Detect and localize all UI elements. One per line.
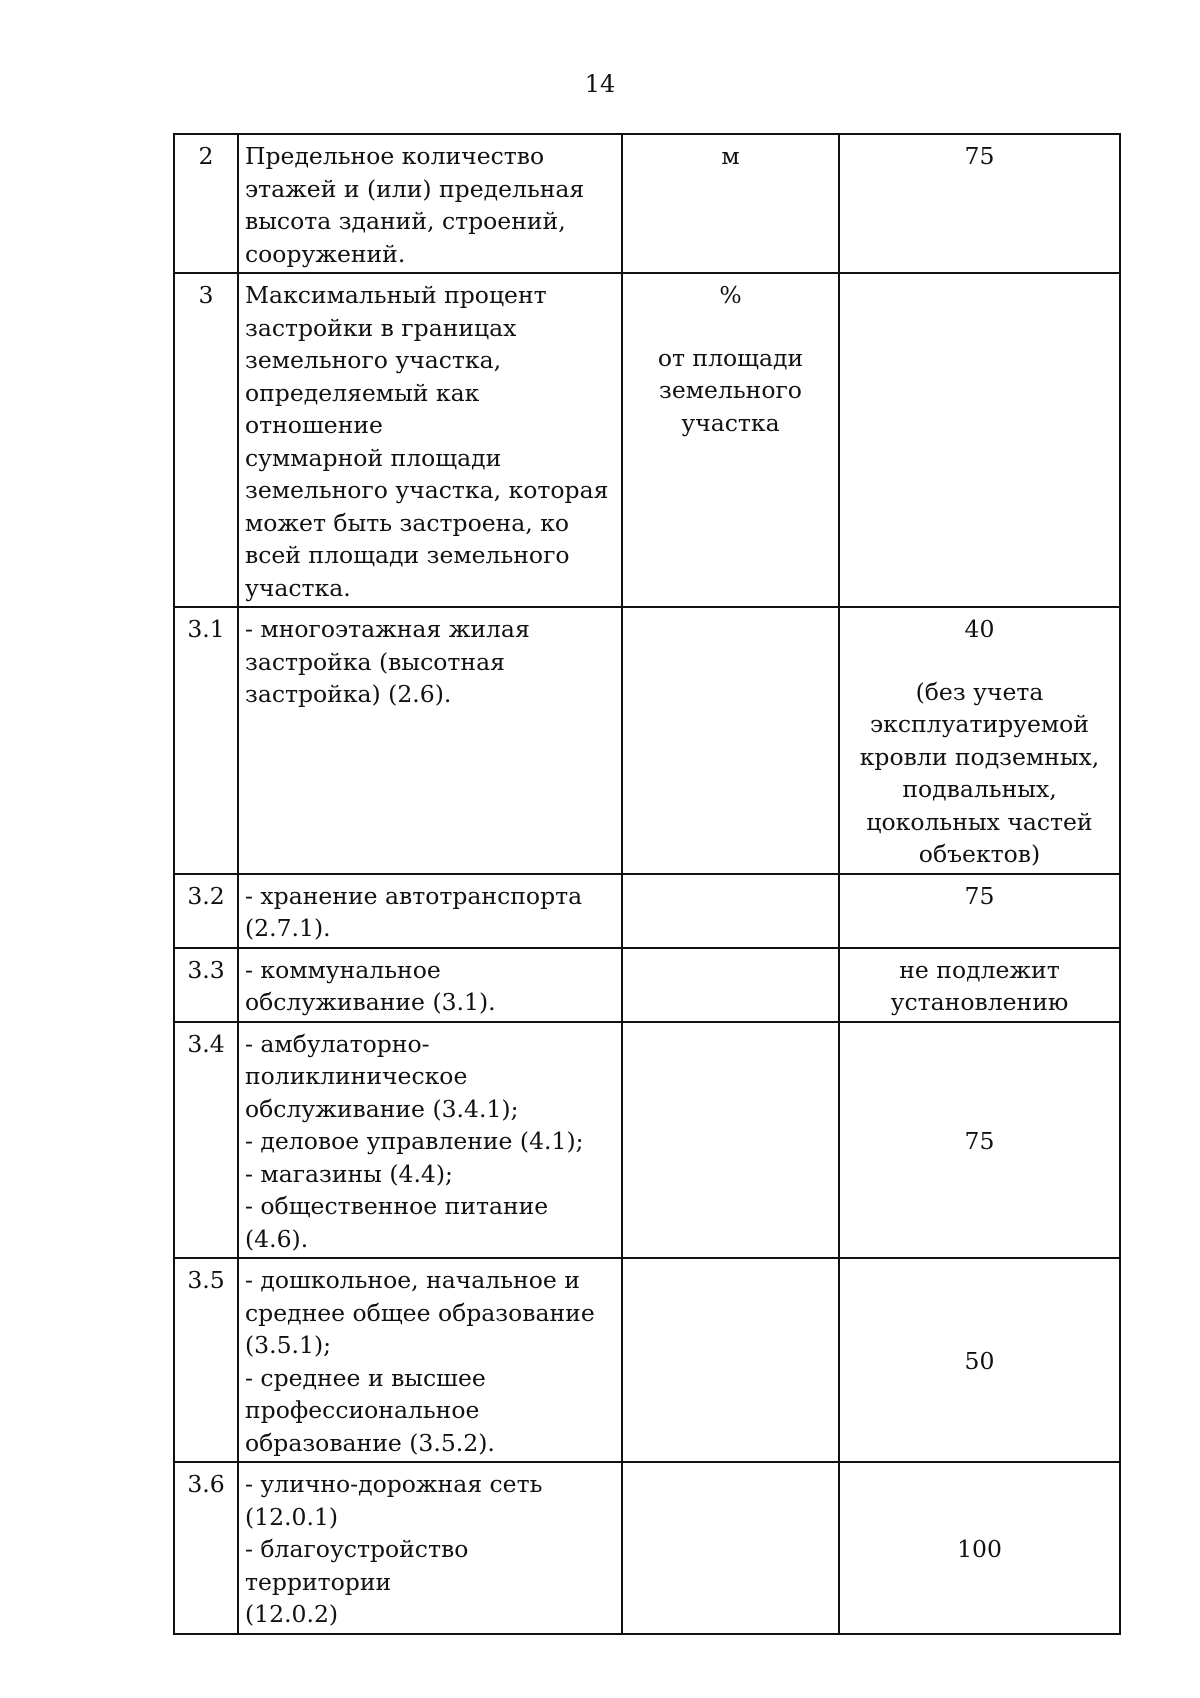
parameter-name: - хранение автотранспорта (2.7.1). [238, 874, 622, 948]
regulations-table [173, 133, 1121, 1635]
row-number: 3.4 [174, 1022, 238, 1259]
unit-cell: м [622, 134, 839, 273]
table-row [174, 948, 1120, 1022]
parameter-name: - дошкольное, начальное и среднее общее образование (3.5.1); - среднее и высшее профессиональное образование (3.5.2). [238, 1258, 622, 1462]
unit-cell: % от площади земельного участка [622, 273, 839, 607]
unit-cell [622, 1462, 839, 1634]
row-number: 3.5 [174, 1258, 238, 1462]
table-row [174, 1462, 1120, 1634]
value-cell: 75 [839, 134, 1120, 273]
row-number: 2 [174, 134, 238, 273]
page-number: 14 [584, 70, 616, 98]
unit-cell [622, 948, 839, 1022]
value-cell: 40 (без учета эксплуатируемой кровли подземных, подвальных, цокольных частей объектов) [839, 607, 1120, 874]
table-row [174, 607, 1120, 874]
value-cell: 50 [839, 1258, 1120, 1462]
value-cell [839, 273, 1120, 607]
value-cell: не подлежит установлению [839, 948, 1120, 1022]
unit-cell [622, 607, 839, 874]
value-cell: 75 [839, 874, 1120, 948]
table-row [174, 874, 1120, 948]
row-number: 3.3 [174, 948, 238, 1022]
row-number: 3 [174, 273, 238, 607]
parameter-name: - улично-дорожная сеть (12.0.1) - благоустройство территории (12.0.2) [238, 1462, 622, 1634]
unit-cell [622, 874, 839, 948]
table-row [174, 273, 1120, 607]
table-row [174, 134, 1120, 273]
parameter-name: - многоэтажная жилая застройка (высотная застройка) (2.6). [238, 607, 622, 874]
value-cell: 75 [839, 1022, 1120, 1259]
value-cell: 100 [839, 1462, 1120, 1634]
parameter-name: Максимальный процент застройки в границах земельного участка, определяемый как отношение суммарной площади земельного участка, которая может быть застроена, ко всей площади земельного участка. [238, 273, 622, 607]
row-number: 3.6 [174, 1462, 238, 1634]
row-number: 3.1 [174, 607, 238, 874]
table-row [174, 1022, 1120, 1259]
unit-cell [622, 1022, 839, 1259]
row-number: 3.2 [174, 874, 238, 948]
parameter-name: Предельное количество этажей и (или) предельная высота зданий, строений, сооружений. [238, 134, 622, 273]
unit-cell [622, 1258, 839, 1462]
table-row [174, 1258, 1120, 1462]
parameter-name: - амбулаторно- поликлиническое обслуживание (3.4.1); - деловое управление (4.1); - магазины (4.4); - общественное питание (4.6). [238, 1022, 622, 1259]
parameter-name: - коммунальное обслуживание (3.1). [238, 948, 622, 1022]
